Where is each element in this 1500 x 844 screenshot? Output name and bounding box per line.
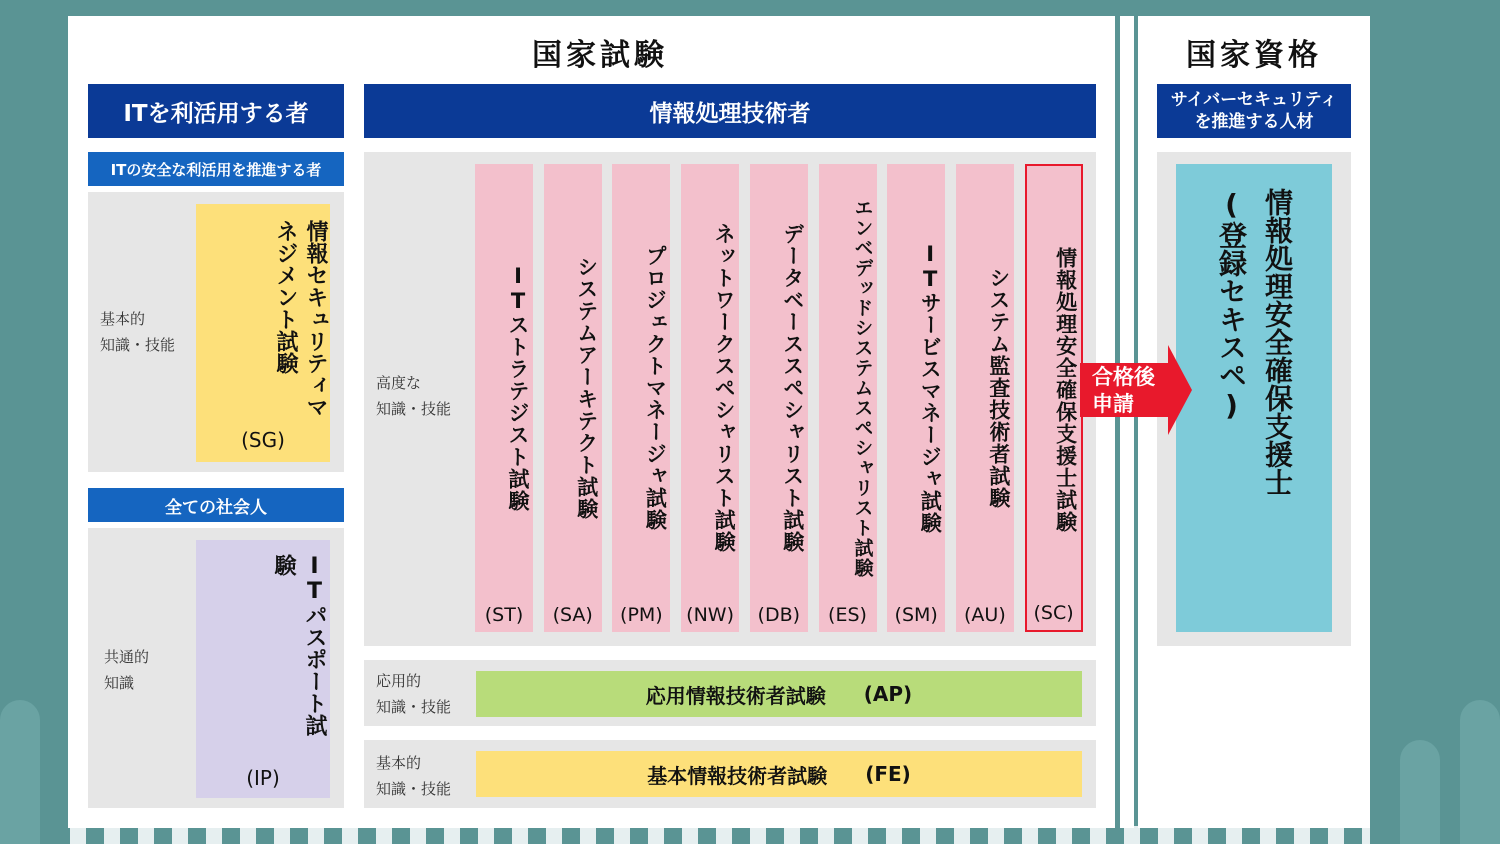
advanced-exam-code: (NW) xyxy=(686,604,734,626)
advanced-exam-1 xyxy=(544,164,602,632)
common-knowledge-label: 共通的 知識 xyxy=(104,648,150,692)
advanced-exam-0 xyxy=(475,164,533,632)
ip-exam-code: (IP) xyxy=(246,766,280,790)
apply-arrow-label: 合格後 申請 xyxy=(1092,365,1155,416)
advanced-exam-8 xyxy=(1025,164,1083,632)
sg-exam-code: (SG) xyxy=(241,428,285,452)
it-users-header: ITを利活用する者 xyxy=(88,84,344,138)
advanced-exam-name: プロジェクトマネージャ試験 xyxy=(643,245,668,531)
advanced-exam-3 xyxy=(681,164,739,632)
decoration-band xyxy=(70,826,1370,844)
advanced-exam-name: ネットワークスペシャリスト試験 xyxy=(712,223,737,553)
advanced-exam-name: システムアーキテクト試験 xyxy=(574,256,599,520)
advanced-skill-label: 高度な 知識・技能 xyxy=(376,374,452,418)
advanced-exam-code: (SA) xyxy=(552,604,593,626)
sg-exam-box xyxy=(196,204,330,462)
advanced-exam-5 xyxy=(819,164,877,632)
advanced-exam-code: (AU) xyxy=(964,604,1006,626)
advanced-exam-name: ITサービスマネージャ試験 xyxy=(918,242,943,534)
advanced-exam-name: 情報処理安全確保支援士試験 xyxy=(1053,247,1078,533)
basic-skill-label: 基本的 知識・技能 xyxy=(100,310,176,354)
advanced-exam-4 xyxy=(750,164,808,632)
advanced-exam-code: (ES) xyxy=(828,604,867,626)
advanced-exam-code: (SC) xyxy=(1033,602,1074,624)
advanced-exam-name: システム監査技術者試験 xyxy=(986,267,1011,509)
advanced-exam-2 xyxy=(612,164,670,632)
ap-exam-box xyxy=(476,671,1082,717)
advanced-exam-7 xyxy=(956,164,1014,632)
fe-exam-code: (FE) xyxy=(865,762,911,786)
advanced-exam-code: (SM) xyxy=(894,604,938,626)
engineers-header: 情報処理技術者 xyxy=(364,84,1096,138)
decoration-shape xyxy=(1400,740,1440,844)
safe-use-header: ITの安全な利活用を推進する者 xyxy=(88,152,344,186)
advanced-exam-code: (DB) xyxy=(757,604,801,626)
riss-name: 情報処理安全確保支援士 xyxy=(1261,188,1294,496)
advanced-exam-6 xyxy=(887,164,945,632)
advanced-exam-name: エンベデッドシステムスペシャリスト試験 xyxy=(851,198,874,578)
cyber-security-header: サイバーセキュリティ を推進する人材 xyxy=(1157,84,1351,138)
basic-skill-label-2: 基本的 知識・技能 xyxy=(376,754,452,798)
national-exam-title: 国家試験 xyxy=(532,38,668,73)
applied-skill-label: 応用的 知識・技能 xyxy=(376,672,452,716)
ap-exam-code: (AP) xyxy=(863,682,913,706)
advanced-exam-code: (PM) xyxy=(620,604,663,626)
all-workers-header: 全ての社会人 xyxy=(88,488,344,522)
national-qualification-title: 国家資格 xyxy=(1186,38,1322,73)
sg-exam-name: 情報セキュリティマネジメント試験 xyxy=(273,220,328,418)
ip-exam-box xyxy=(196,540,330,798)
ap-exam-name: 応用情報技術者試験 xyxy=(645,683,826,708)
riss-subtitle: (登録セキスペ) xyxy=(1215,188,1248,422)
fe-exam-name: 基本情報技術者試験 xyxy=(647,763,828,788)
decoration-shape xyxy=(0,700,40,844)
ip-exam-name: ITパスポート試験 xyxy=(271,554,327,736)
riss-box xyxy=(1176,164,1332,632)
advanced-exam-code: (ST) xyxy=(484,604,524,626)
fe-exam-box xyxy=(476,751,1082,797)
advanced-exam-name: ITストラテジスト試験 xyxy=(506,264,530,512)
advanced-exam-name: データベーススペシャリスト試験 xyxy=(780,223,805,553)
decoration-shape xyxy=(1460,700,1500,844)
